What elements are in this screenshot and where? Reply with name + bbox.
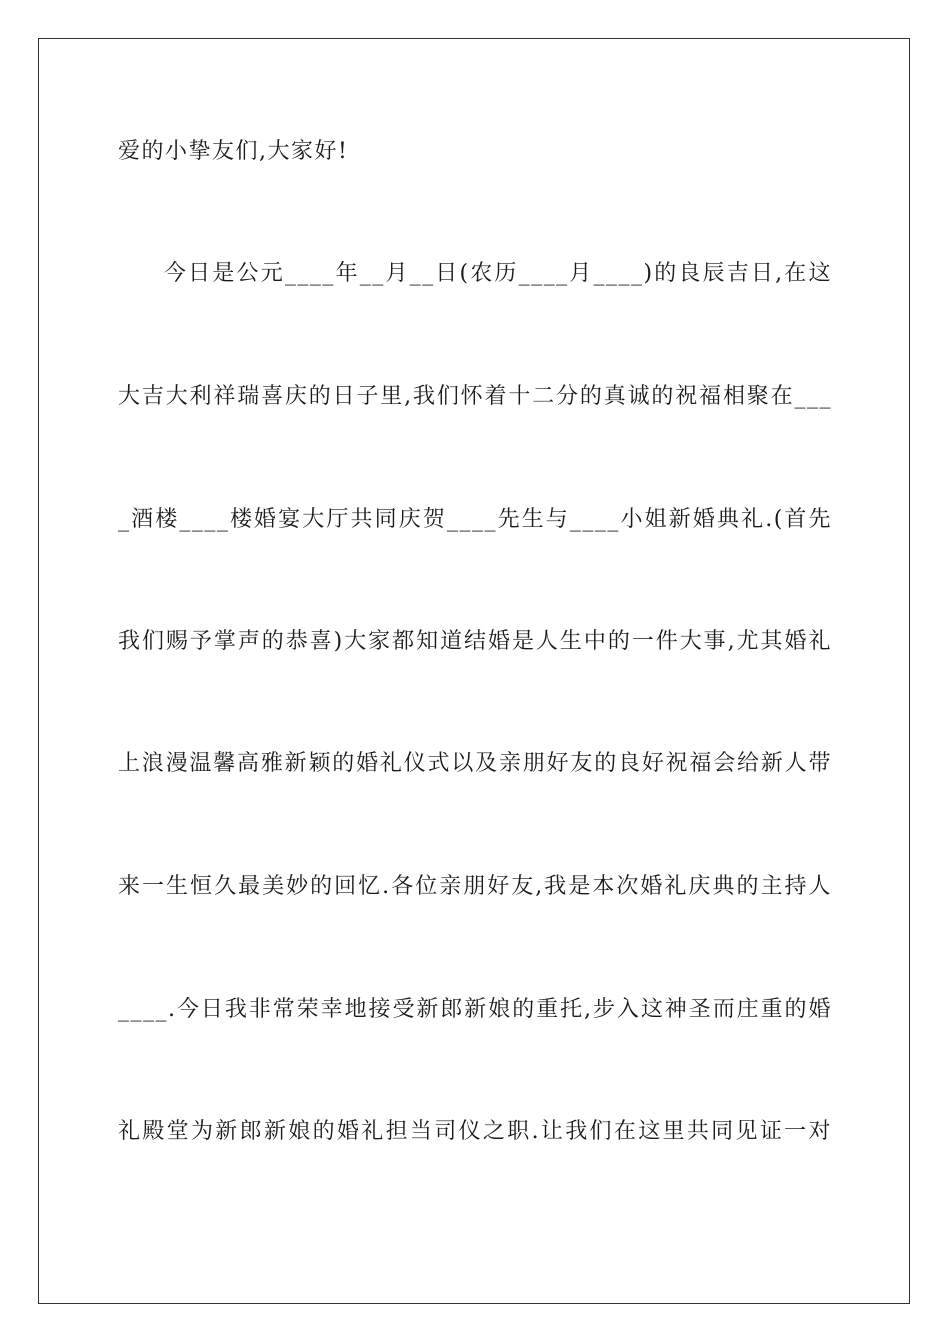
text-line-4: _酒楼____楼婚宴大厅共同庆贺____先生与____小姐新婚典礼.(首先 (118, 507, 832, 532)
text-line-5: 我们赐予掌声的恭喜)大家都知道结婚是人生中的一件大事,尤其婚礼 (118, 629, 832, 654)
text-line-3: 大吉大利祥瑞喜庆的日子里,我们怀着十二分的真诚的祝福相聚在___ (118, 384, 832, 409)
page-border (38, 38, 910, 1304)
text-line-2: 今日是公元____年__月__日(农历____月____)的良辰吉日,在这 (164, 261, 832, 286)
text-line-9: 礼殿堂为新郎新娘的婚礼担当司仪之职.让我们在这里共同见证一对 (118, 1119, 832, 1144)
text-line-6: 上浪漫温馨高雅新颖的婚礼仪式以及亲朋好友的良好祝福会给新人带 (118, 751, 832, 776)
text-line-8: ____.今日我非常荣幸地接受新郎新娘的重托,步入这神圣而庄重的婚 (118, 997, 832, 1022)
text-line-greeting: 爱的小挚友们,大家好! (118, 139, 349, 164)
text-line-7: 来一生恒久最美妙的回忆.各位亲朋好友,我是本次婚礼庆典的主持人 (118, 874, 832, 899)
